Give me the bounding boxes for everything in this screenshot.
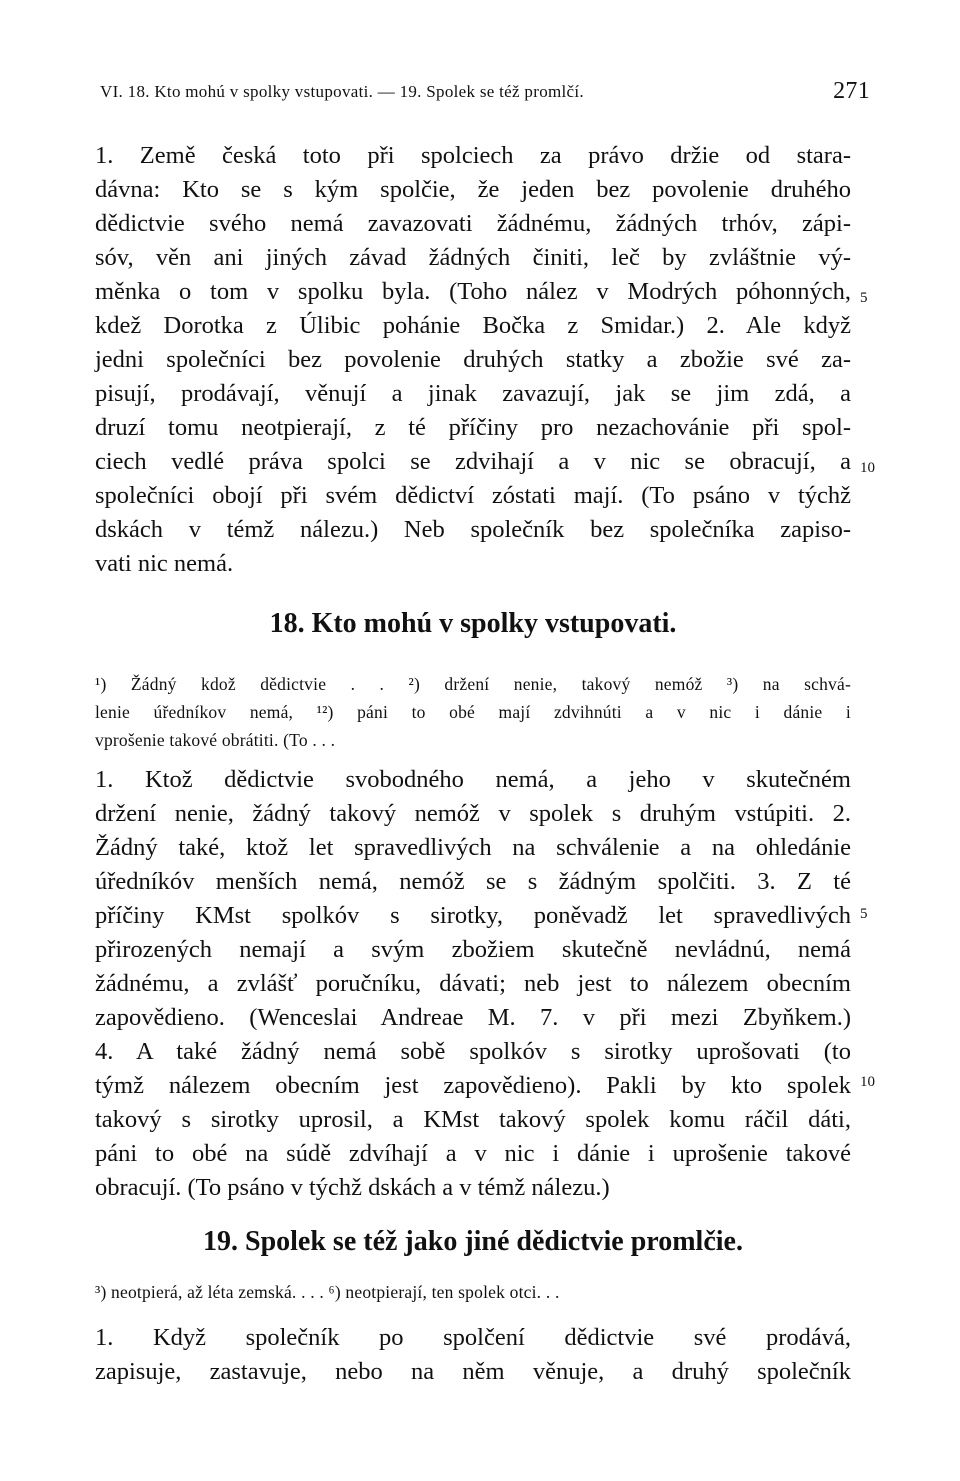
note-line: ¹) Žádný kdož dědictvie . . ²) držení nenie, takový nemóž ³) na schvá- [95,674,851,694]
line-number: 5 [860,906,868,922]
text-line: zapovědieno. (Wenceslai Andreae M. 7. v při mezi Zbyňkem.) [95,1004,851,1031]
text-line: Žádný také, ktož let spravedlivých na schválenie a na ohledánie [95,834,851,861]
line-number: 10 [860,460,875,476]
text-line: obracují. (To psáno v týchž dskách a v témž nálezu.) [95,1174,610,1201]
text-line: příčiny KMst spolkóv s sirotky, poněvadž let spravedlivých [95,902,851,929]
section-heading: 18. Kto mohú v spolky vstupovati. [269,608,677,639]
text-line: vati nic nemá. [95,550,234,577]
text-line: přirozených nemají a svým zbožiem skutečně nevládnú, nemá [95,936,851,963]
text-line: sóv, věn ani jiných závad žádných činiti, leč by zvláštnie vý- [95,244,851,271]
text-line: společníci obojí při svém dědictví zóstati mají. (To psáno v týchž [95,482,851,509]
text-line: ciech vedlé práva spolci se zdvihají a v nic se obracují, a [95,448,851,475]
running-head [100,78,870,108]
text-line: páni to obé na súdě zdvíhají a v nic i dánie i uprošenie takové [95,1140,851,1167]
text-line: týmž nálezem obecním jest zapovědieno). Pakli by kto spolek [95,1072,851,1099]
text-line: 1. Když společník po spolčení dědictvie své prodává, [95,1324,851,1351]
text-line: kdež Dorotka z Úlibic pohánie Bočka z Smidar.) 2. Ale když [95,312,851,339]
note-line: ³) neotpierá, až léta zemská. . . . ⁶) neotpierají, ten spolek otci. . . [95,1282,560,1302]
running-head-title: VI. 18. Kto mohú v spolky vstupovati. — 19. Spolek se též promlčí. [100,82,584,101]
line-number: 5 [860,290,868,306]
text-line: 1. Ktož dědictvie svobodného nemá, a jeho v skutečném [95,766,851,793]
text-line: dávna: Kto se s kým spolčie, že jeden bez povolenie druhého [95,176,851,203]
text-line: dskách v témž nálezu.) Neb společník bez společníka zapiso- [95,516,851,543]
text-line: měnka o tom v spolku byla. (Toho nález v Modrých póhonných, [95,278,851,305]
text-line: 4. A také žádný nemá sobě spolkóv s sirotky uprošovati (to [95,1038,851,1065]
text-line: 1. Země česká toto při spolciech za právo držie od stara- [95,142,851,169]
text-line: dědictvie svého nemá zavazovati žádnému, žádných trhóv, zápi- [95,210,851,237]
text-line: pisují, prodávají, věnují a jinak zavazují, jak se jim zdá, a [95,380,851,407]
text-line: jedni společníci bez povolenie druhých statky a zbožie své za- [95,346,851,373]
text-line: zapisuje, zastavuje, nebo na něm věnuje, a druhý společník [95,1358,851,1385]
line-number: 10 [860,1074,875,1090]
text-line: takový s sirotky uprosil, a KMst takový spolek komu ráčil dáti, [95,1106,851,1133]
text-line: úředníkóv menších nemá, nemóž se s žádným spolčiti. 3. Z té [95,868,851,895]
text-line: držení nenie, žádný takový nemóž v spolek s druhým vstúpiti. 2. [95,800,851,827]
note-line: vprošenie takové obrátiti. (To . . . [95,730,336,750]
text-line: druzí tomu neotpierají, z té příčiny pro nezachovánie při spol- [95,414,851,441]
section-heading: 19. Spolek se též jako jiné dědictvie promlčie. [203,1226,743,1257]
page-number: 271 [833,78,870,104]
text-line: žádnému, a zvlášť poručníku, dávati; neb jest to nálezem obecním [95,970,851,997]
note-line: lenie úředníkov nemá, ¹²) páni to obé mají zdvihnúti a v nic i dánie i [95,702,851,722]
